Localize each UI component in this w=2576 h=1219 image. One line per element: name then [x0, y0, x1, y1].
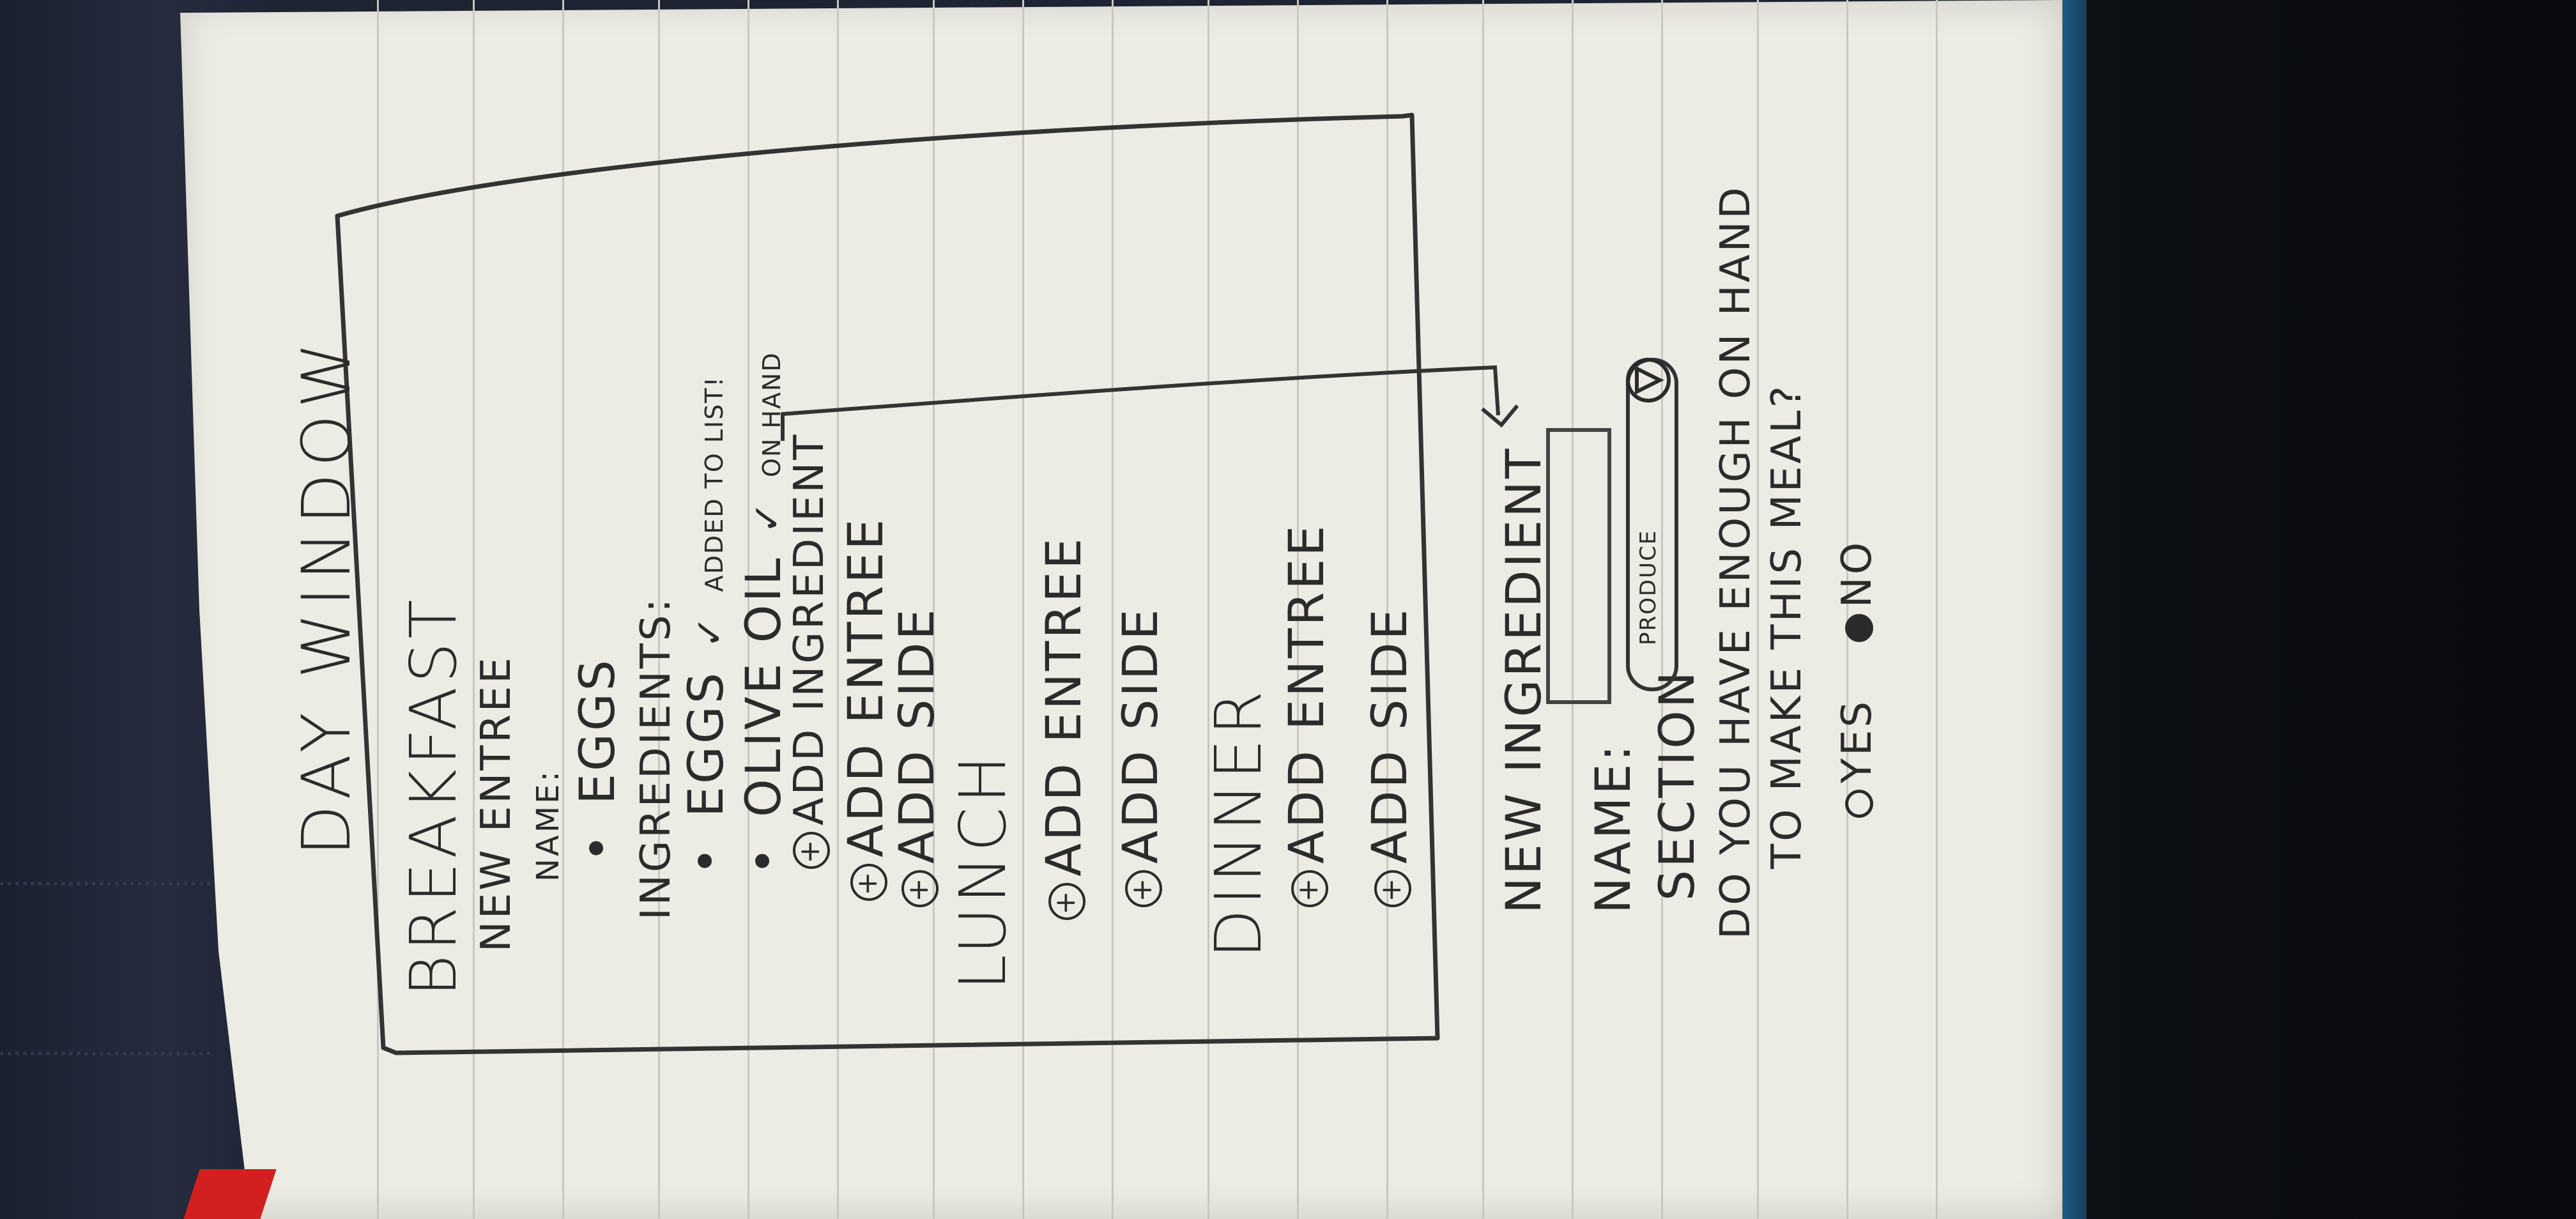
new-entree-label [473, 655, 520, 952]
yes-label: YES [1834, 698, 1881, 783]
add-side-label: ADD SIDE [1361, 606, 1418, 864]
lunch-add-entree-button[interactable] [1035, 536, 1092, 920]
plus-circle-icon: + [1374, 870, 1411, 907]
question-text: DO YOU HAVE ENOUGH ON HAND [1712, 185, 1759, 939]
plus-circle-icon: + [901, 870, 939, 907]
entree-name-value-text: EGGS [569, 657, 625, 804]
checkmark-icon: ✓ [745, 499, 790, 534]
breakfast-heading-text: BREAKFAST [396, 595, 471, 997]
lunch-add-side-button[interactable] [1112, 607, 1169, 907]
section-label-text: SECTION [1648, 669, 1705, 901]
new-entree-text: NEW ENTREE [473, 655, 520, 952]
ingredient-name-label [1584, 742, 1641, 914]
new-ingredient-heading [1495, 447, 1552, 914]
ingredient-name-label-text: NAME: [1584, 742, 1641, 914]
ingredient-status: ON HAND [758, 351, 786, 478]
ruled-line [562, 0, 564, 1219]
ruled-line [1022, 0, 1024, 1219]
dinner-heading-text: DINNER [1201, 687, 1276, 958]
ingredient-item [677, 376, 734, 875]
dinner-add-side-button[interactable] [1361, 607, 1418, 907]
on-hand-options [1834, 540, 1881, 818]
section-label [1648, 669, 1705, 901]
no-radio[interactable] [1834, 540, 1881, 642]
question-text: TO MAKE THIS MEAL? [1763, 383, 1811, 869]
lunch-heading-text: LUNCH [946, 751, 1020, 990]
ingredient-name: OLIVE OIL [735, 555, 792, 817]
on-hand-question-line2 [1763, 383, 1811, 869]
background-dark [2076, 0, 2576, 1219]
red-bookmark-ribbon [183, 1169, 276, 1219]
section-select-value [1636, 530, 1661, 645]
breakfast-heading [396, 596, 471, 997]
entree-name-value [569, 657, 625, 862]
add-ingredient-button[interactable] [786, 433, 833, 870]
add-ingredient-label: ADD INGREDIENT [786, 432, 833, 825]
ruled-line [1208, 0, 1209, 1219]
plus-circle-icon: + [1048, 883, 1085, 920]
plus-circle-icon: + [1125, 870, 1162, 907]
ruled-line [1482, 0, 1484, 1219]
checkmark-icon: ✓ [687, 613, 732, 648]
add-entree-label: ADD ENTREE [1035, 535, 1092, 877]
page-title [288, 336, 365, 856]
page-title-text: DAY WINDOW [288, 336, 365, 856]
yes-radio[interactable] [1834, 699, 1881, 818]
lunch-heading [946, 751, 1020, 990]
no-label: NO [1834, 539, 1881, 608]
radio-empty-icon [1845, 790, 1873, 818]
ingredient-name: EGGS [677, 670, 734, 817]
entree-name-label [530, 769, 566, 882]
entree-name-label-text: NAME: [530, 769, 566, 882]
radio-filled-icon [1845, 614, 1873, 642]
ingredients-label [632, 596, 680, 920]
ruled-line [473, 0, 475, 1219]
ingredient-status: ADDED TO LIST! [700, 376, 728, 592]
breakfast-add-side-button[interactable] [888, 607, 945, 907]
notebook-cover-edge [2062, 0, 2087, 1219]
breakfast-add-entree-button[interactable] [837, 517, 894, 901]
dropdown-arrow-icon[interactable] [1623, 355, 1674, 406]
plus-circle-icon: + [793, 832, 830, 869]
ruled-line [377, 0, 379, 1219]
new-ingredient-heading-text: NEW INGREDIENT [1495, 446, 1552, 914]
on-hand-question-line1 [1712, 185, 1759, 939]
add-side-label: ADD SIDE [1112, 606, 1169, 864]
plus-circle-icon: + [850, 864, 887, 901]
plus-circle-icon: + [1291, 870, 1328, 907]
dinner-heading [1201, 687, 1276, 958]
ruled-line [1936, 0, 1938, 1219]
section-select-value-text: PRODUCE [1636, 529, 1661, 645]
ingredients-label-text: INGREDIENTS: [632, 596, 680, 920]
add-side-label: ADD SIDE [888, 606, 945, 864]
fabric-seam [0, 882, 211, 1055]
dinner-add-entree-button[interactable] [1278, 523, 1335, 907]
add-entree-label: ADD ENTREE [837, 516, 894, 857]
add-entree-label: ADD ENTREE [1278, 523, 1335, 864]
ingredient-name-input[interactable] [1546, 428, 1611, 704]
ingredient-item [735, 351, 792, 875]
